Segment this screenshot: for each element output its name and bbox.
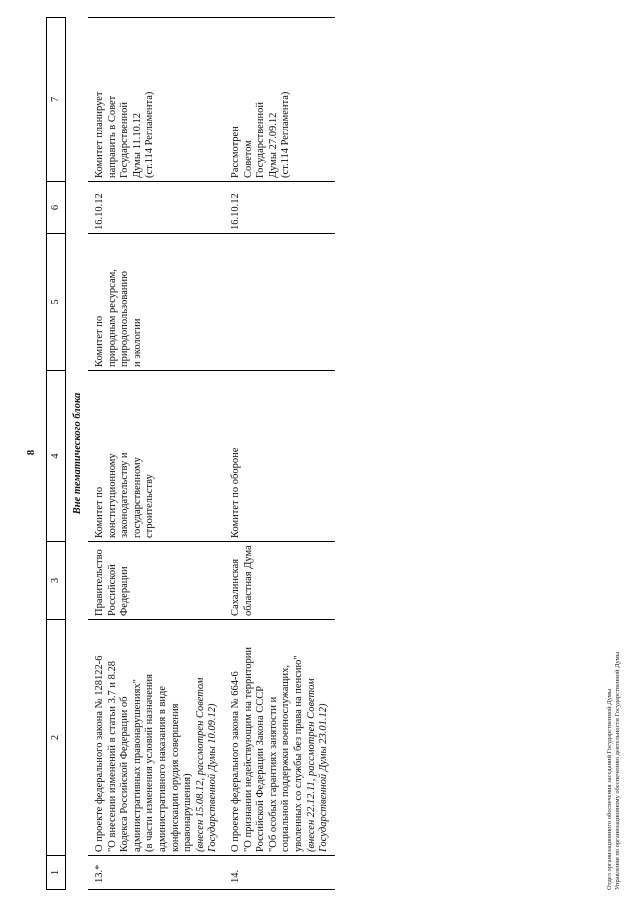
table-row xyxy=(88,18,224,890)
bill-title-line: конфискации орудия совершения xyxy=(169,703,181,852)
bill-note-line: (внесен 15.08.12, рассмотрен Советом xyxy=(194,677,206,852)
section-row xyxy=(66,18,89,890)
footer-line: Управления по организационному обеспечению деятельности Государственной Думы xyxy=(614,651,621,890)
bill-title-line: (в части изменения условий назначения xyxy=(144,674,156,852)
bill-title-line: "О признании недействующим на территории xyxy=(242,646,254,852)
bill-title-line: административных правонарушениях" xyxy=(131,679,143,852)
column-header: 3 xyxy=(47,542,66,620)
responsible-committee xyxy=(88,371,224,542)
status-line: Советом xyxy=(242,140,254,178)
bill-title-line: Российской Федерации Закона СССР xyxy=(255,685,267,852)
footer xyxy=(606,652,622,890)
status xyxy=(224,18,335,182)
co-executor-committee xyxy=(88,234,224,371)
initiator-line: Федерации xyxy=(119,566,131,616)
bill-title-line: правонарушения) xyxy=(182,773,194,852)
committee-line: Комитет по xyxy=(94,486,105,538)
column-header: 5 xyxy=(47,234,66,371)
co-committee-line: природным ресурсам, xyxy=(106,269,118,367)
co-committee-line: Комитет по xyxy=(94,315,105,367)
page-number: 8 xyxy=(25,449,37,456)
bill-title-line: социальной поддержки военнослужащих, xyxy=(280,665,292,852)
bill-description xyxy=(88,620,224,856)
committee-line: государственному xyxy=(131,457,143,538)
initiator-line: Российской xyxy=(106,564,118,616)
status xyxy=(88,18,224,182)
status-line: направить в Совет xyxy=(106,95,118,178)
status-line: Думы 11.10.12 xyxy=(131,113,143,178)
initiator xyxy=(88,542,224,620)
bill-note-line: Государственной Думы 10.09.12) xyxy=(207,703,219,852)
column-header: 1 xyxy=(47,856,66,890)
bill-description xyxy=(224,620,335,856)
status-line: Думы 27.09.12 xyxy=(267,112,279,178)
row-number: 14. xyxy=(224,856,335,890)
status-line: (ст.114 Регламента) xyxy=(280,91,292,178)
column-header: 2 xyxy=(47,620,66,856)
committee-line: конституционному xyxy=(106,453,118,538)
bill-title-line: "О внесении изменений в статьи 3.7 и 8.28 xyxy=(106,661,118,852)
status-line: Государственной xyxy=(119,102,131,178)
initiator-line: Правительство xyxy=(94,549,105,616)
agenda-table xyxy=(46,17,335,890)
column-header-row xyxy=(47,18,66,890)
status-line: (ст.114 Регламента) xyxy=(144,91,156,178)
status-line: Государственной xyxy=(255,102,267,178)
co-committee-line: и экологии xyxy=(131,318,143,367)
bill-title-line: О проекте федерального закона № 128122-6 xyxy=(94,655,105,852)
initiator-line: областная Дума xyxy=(242,545,254,616)
bill-title-line: "Об особых гарантиях занятости и xyxy=(267,696,279,852)
bill-note-line: (внесен 22.12.11, рассмотрен Советом xyxy=(305,678,317,852)
committee-line: Комитет по обороне xyxy=(229,447,241,538)
bill-note-line: Государственной Думы 23.01.12) xyxy=(318,703,330,852)
committee-line: законодательству и xyxy=(119,452,131,538)
column-header: 6 xyxy=(47,182,66,234)
initiator-line: Сахалинская xyxy=(229,558,241,616)
bill-title-line: административного наказания в виде xyxy=(156,685,168,852)
responsible-committee xyxy=(224,371,335,542)
status-line: Комитет планирует xyxy=(94,91,105,178)
co-committee-line: природопользованию xyxy=(119,271,131,367)
column-header: 4 xyxy=(47,371,66,542)
bill-title-line: уволенных со службы без права на пенсию" xyxy=(292,655,304,852)
review-date: 16.10.12 xyxy=(224,182,335,234)
bill-title-line: Кодекса Российской Федерации об xyxy=(119,696,131,852)
initiator xyxy=(224,542,335,620)
review-date: 16.10.12 xyxy=(88,182,224,234)
column-header: 7 xyxy=(47,18,66,182)
bill-title-line: О проекте федерального закона № 664-6 xyxy=(229,671,241,852)
status-line: Рассмотрен xyxy=(229,126,241,178)
table-row xyxy=(224,18,335,890)
row-number: 13.* xyxy=(88,856,224,890)
section-title: Вне тематического блока xyxy=(71,392,83,515)
footer-line: Отдел организационного обеспечения заседаний Государственной Думы xyxy=(606,688,613,890)
committee-line: строительству xyxy=(144,474,156,538)
co-executor-committee xyxy=(224,234,335,371)
